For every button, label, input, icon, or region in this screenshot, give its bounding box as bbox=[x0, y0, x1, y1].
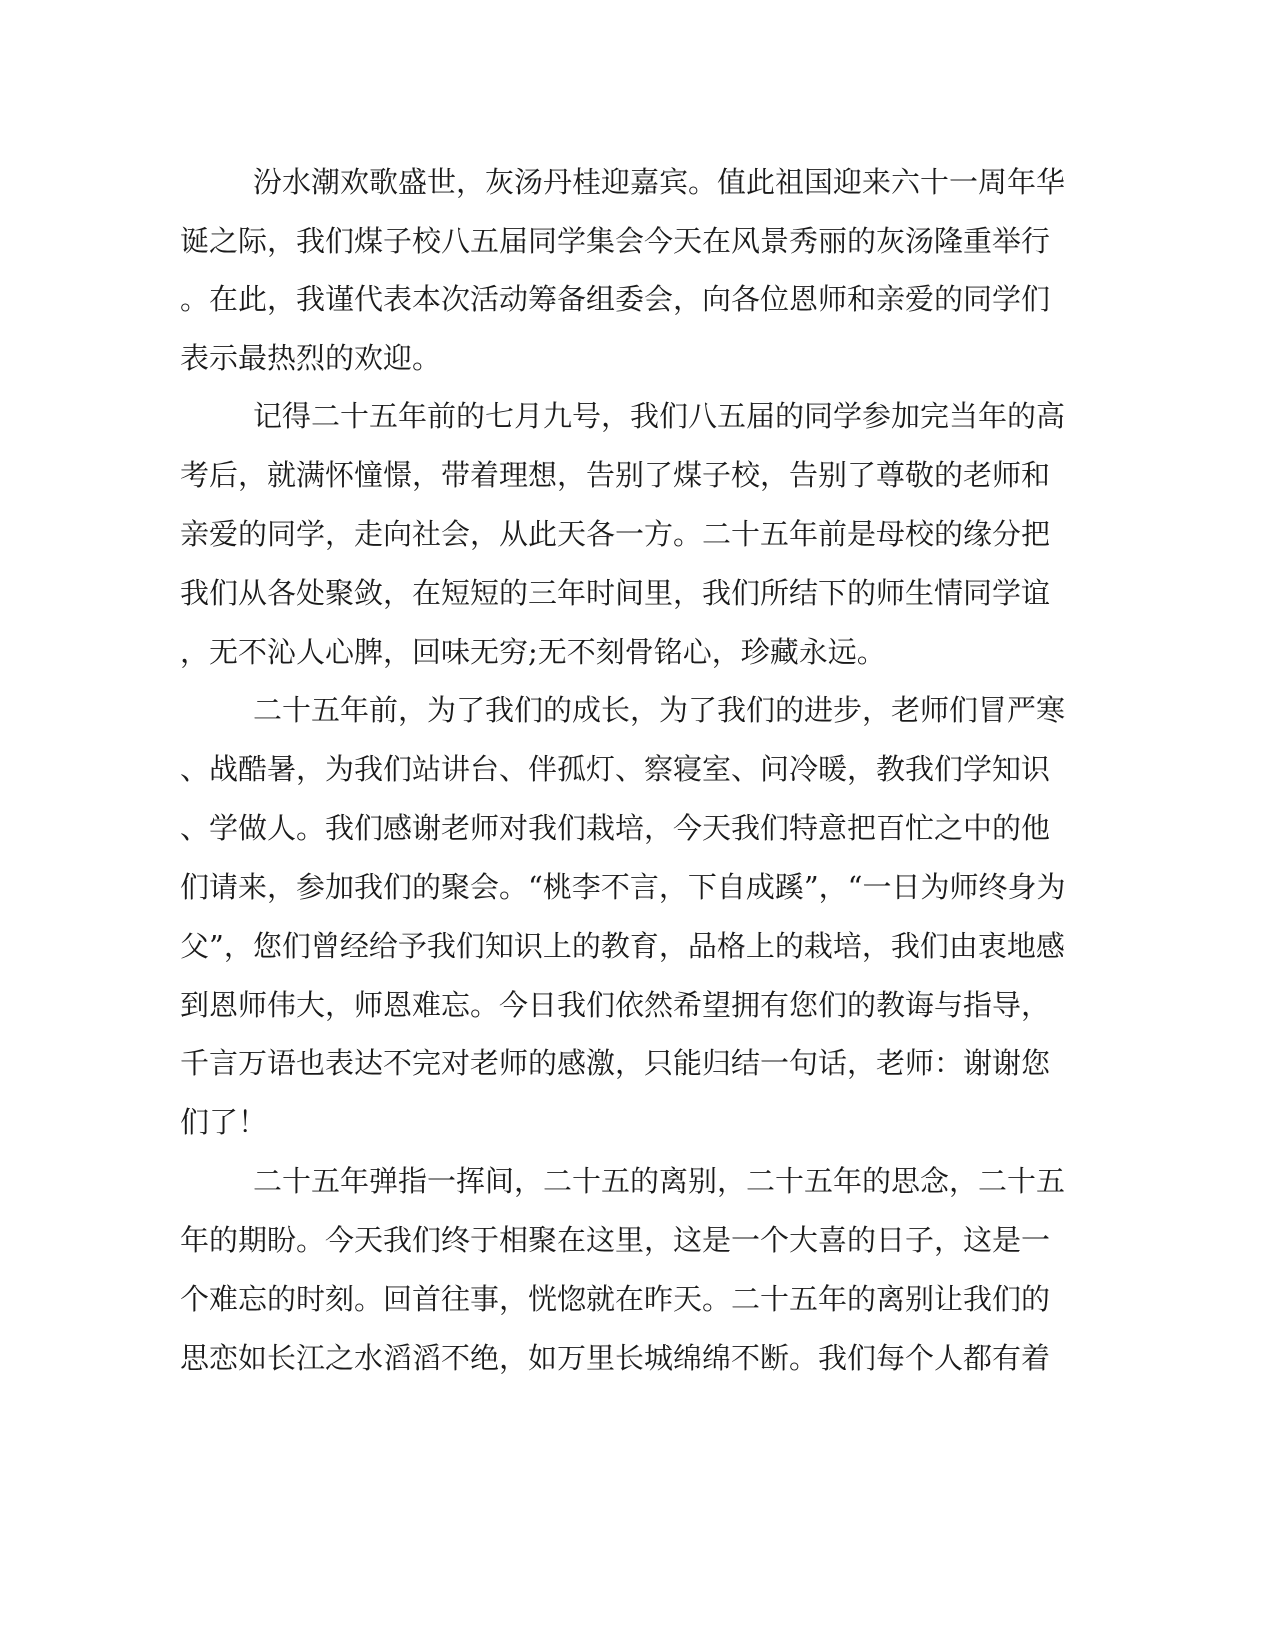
paragraph-1-line-2: 诞之际，我们煤子校八五届同学集会今天在风景秀丽的灰汤隆重举行 bbox=[180, 224, 1051, 258]
paragraph-4-line-3: 个难忘的时刻。回首往事，恍惚就在昨天。二十五年的离别让我们的 bbox=[180, 1282, 1051, 1316]
paragraph-4-line-1: 二十五年弹指一挥间，二十五的离别，二十五年的思念，二十五 bbox=[253, 1164, 1066, 1198]
paragraph-3-line-7: 千言万语也表达不完对老师的感激，只能归结一句话，老师：谢谢您 bbox=[180, 1046, 1051, 1080]
paragraph-2-line-4: 我们从各处聚敛，在短短的三年时间里，我们所结下的师生情同学谊 bbox=[180, 576, 1051, 610]
paragraph-2-line-3: 亲爱的同学，走向社会，从此天各一方。二十五年前是母校的缘分把 bbox=[180, 517, 1051, 551]
paragraph-4-line-2: 年的期盼。今天我们终于相聚在这里，这是一个大喜的日子，这是一 bbox=[180, 1223, 1051, 1257]
paragraph-3-line-2: 、战酷暑，为我们站讲台、伴孤灯、察寝室、问冷暖，教我们学知识 bbox=[180, 752, 1051, 786]
paragraph-3-line-1: 二十五年前，为了我们的成长，为了我们的进步，老师们冒严寒 bbox=[253, 693, 1066, 727]
paragraph-3-line-3: 、学做人。我们感谢老师对我们栽培，今天我们特意把百忙之中的他 bbox=[180, 811, 1051, 845]
paragraph-1-line-3: 。在此，我谨代表本次活动筹备组委会，向各位恩师和亲爱的同学们 bbox=[180, 282, 1051, 316]
paragraph-2-line-1: 记得二十五年前的七月九号，我们八五届的同学参加完当年的高 bbox=[253, 399, 1066, 433]
paragraph-2-line-2: 考后，就满怀憧憬，带着理想，告别了煤子校，告别了尊敬的老师和 bbox=[180, 458, 1051, 492]
paragraph-3-line-5: 父”，您们曾经给予我们知识上的教育，品格上的栽培，我们由衷地感 bbox=[180, 929, 1065, 963]
paragraph-1-line-1: 汾水潮欢歌盛世，灰汤丹桂迎嘉宾。值此祖国迎来六十一周年华 bbox=[253, 165, 1066, 199]
paragraph-4-line-4: 思恋如长江之水滔滔不绝，如万里长城绵绵不断。我们每个人都有着 bbox=[180, 1341, 1051, 1375]
paragraph-3-line-8: 们了！ bbox=[180, 1105, 268, 1139]
paragraph-2-line-5: ，无不沁人心脾，回味无穷;无不刻骨铭心，珍藏永远。 bbox=[180, 635, 886, 669]
paragraph-3-line-6: 到恩师伟大，师恩难忘。今日我们依然希望拥有您们的教诲与指导， bbox=[180, 988, 1051, 1022]
paragraph-1-line-4: 表示最热烈的欢迎。 bbox=[180, 341, 442, 375]
paragraph-3-line-4: 们请来，参加我们的聚会。“桃李不言，下自成蹊”，“一日为师终身为 bbox=[180, 870, 1066, 904]
